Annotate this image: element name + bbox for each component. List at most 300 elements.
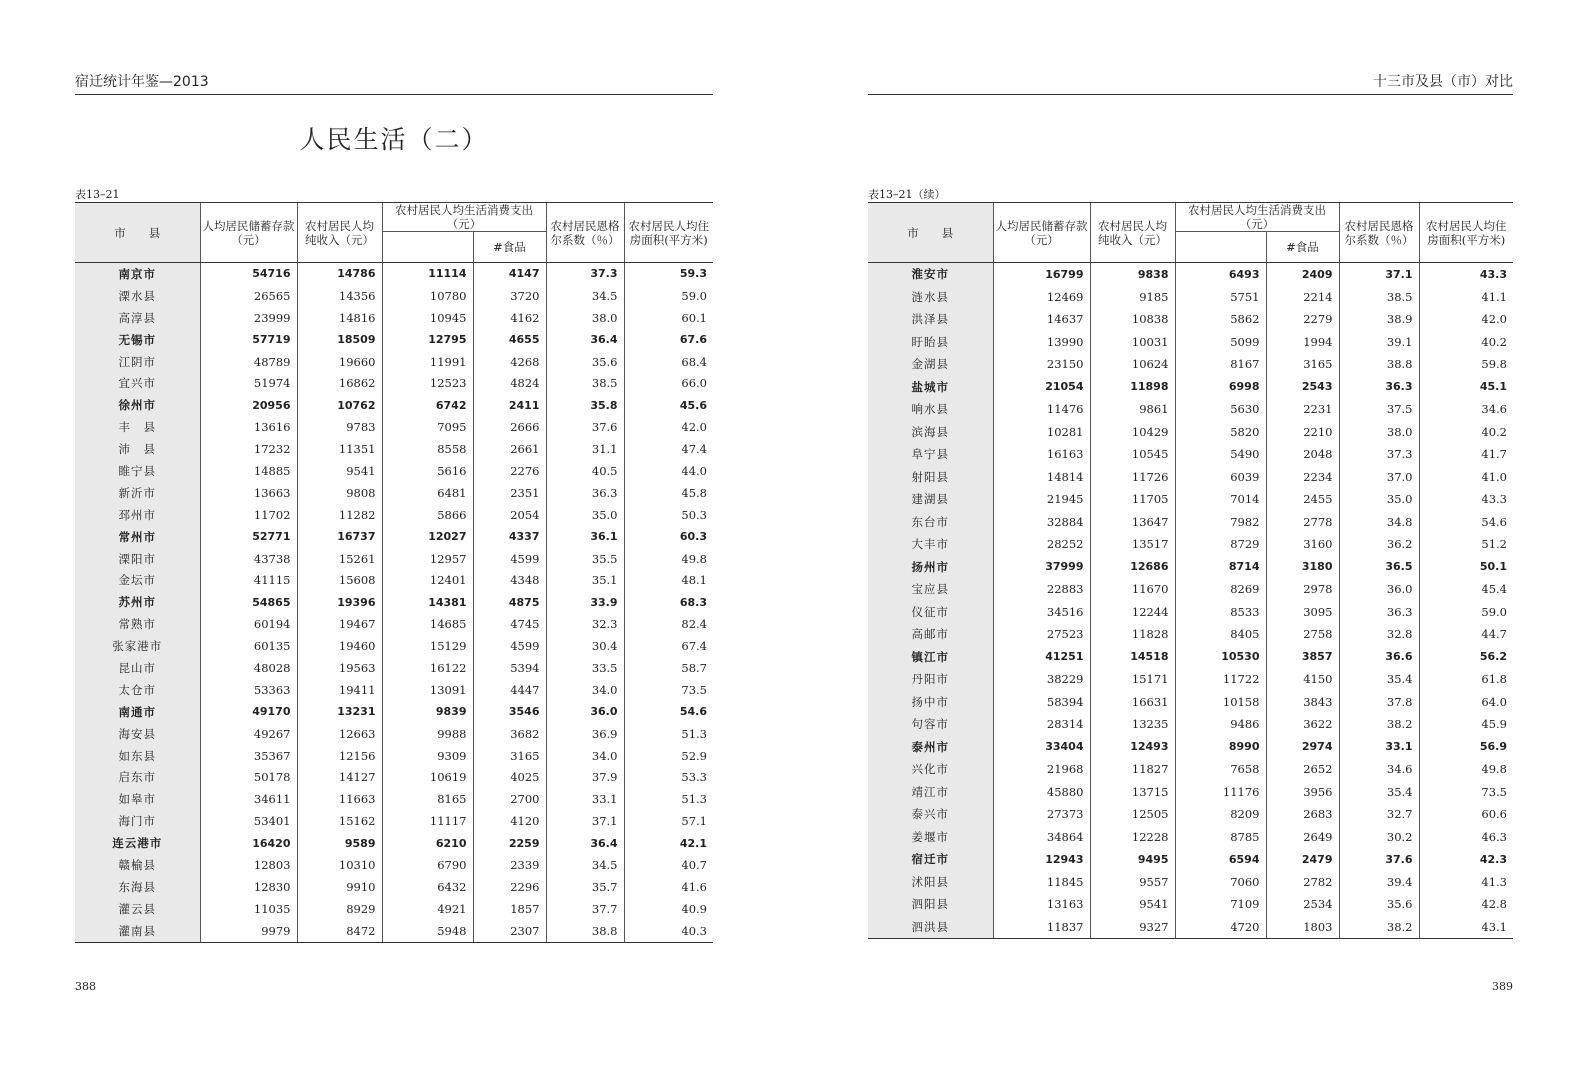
table-row [868,466,1513,489]
cell-housing: 51.3 [624,723,713,745]
region-name: 滨海县 [868,421,993,444]
cell-spending: 12523 [382,372,473,394]
cell-income: 13647 [1090,511,1175,534]
region-name: 高邮市 [868,623,993,646]
cell-housing: 40.7 [624,854,713,876]
table-row [75,526,713,548]
table-row [75,438,713,460]
cell-housing: 60.3 [624,526,713,548]
cell-housing: 41.1 [1419,286,1513,309]
cell-housing: 54.6 [624,701,713,723]
region-name: 镇江市 [868,646,993,669]
cell-engel: 30.4 [546,635,624,657]
cell-spending: 6742 [382,394,473,416]
region-name: 江阴市 [75,351,200,373]
table-row [868,578,1513,601]
cell-spending: 6210 [382,832,473,854]
table-row [75,285,713,307]
left-page [75,0,713,1077]
cell-spending: 7982 [1175,511,1266,534]
cell-engel: 36.0 [1339,578,1419,601]
cell-housing: 51.2 [1419,533,1513,556]
table-row [75,810,713,832]
region-name: 海门市 [75,810,200,832]
cell-housing: 45.1 [1419,376,1513,399]
cell-food: 3857 [1266,646,1339,669]
cell-income: 10031 [1090,331,1175,354]
cell-food: 3180 [1266,556,1339,579]
cell-engel: 38.9 [1339,308,1419,331]
cell-food: 1803 [1266,916,1339,939]
cell-housing: 41.7 [1419,443,1513,466]
cell-deposit: 12803 [200,854,297,876]
table-row [868,871,1513,894]
cell-food: 2048 [1266,443,1339,466]
cell-food: 3843 [1266,691,1339,714]
cell-spending: 6790 [382,854,473,876]
cell-income: 11827 [1090,758,1175,781]
cell-deposit: 43738 [200,548,297,570]
table-row [75,876,713,898]
cell-food: 2339 [473,854,546,876]
cell-food: 5394 [473,657,546,679]
cell-food: 2974 [1266,736,1339,759]
table-row [868,916,1513,939]
cell-food: 2782 [1266,871,1339,894]
cell-income: 18509 [297,329,382,351]
cell-engel: 32.7 [1339,803,1419,826]
cell-housing: 34.6 [1419,398,1513,421]
region-name: 兴化市 [868,758,993,781]
cell-income: 12156 [297,745,382,767]
cell-spending: 8785 [1175,826,1266,849]
cell-engel: 36.4 [546,832,624,854]
cell-engel: 38.5 [1339,286,1419,309]
header-deposit: 人均居民储蓄存款（元） [200,203,297,263]
header-spending-total-blank [1175,232,1266,263]
cell-income: 9185 [1090,286,1175,309]
region-name: 建湖县 [868,488,993,511]
cell-food: 2534 [1266,893,1339,916]
region-name: 溧水县 [75,285,200,307]
cell-income: 16862 [297,372,382,394]
cell-food: 2455 [1266,488,1339,511]
header-income: 农村居民人均纯收入（元） [297,203,382,263]
region-name: 句容市 [868,713,993,736]
cell-spending: 7014 [1175,488,1266,511]
table-row [868,668,1513,691]
cell-deposit: 53363 [200,679,297,701]
cell-income: 14127 [297,766,382,788]
cell-deposit: 28314 [993,713,1090,736]
cell-engel: 37.6 [1339,848,1419,871]
cell-food: 2409 [1266,263,1339,286]
cell-housing: 40.2 [1419,421,1513,444]
region-name: 如东县 [75,745,200,767]
table-row [75,898,713,920]
cell-spending: 11117 [382,810,473,832]
cell-income: 19396 [297,591,382,613]
cell-deposit: 54716 [200,263,297,285]
cell-income: 19460 [297,635,382,657]
cell-engel: 37.0 [1339,466,1419,489]
region-name: 泗洪县 [868,916,993,939]
cell-deposit: 60135 [200,635,297,657]
cell-engel: 35.0 [546,504,624,526]
cell-income: 13235 [1090,713,1175,736]
cell-spending: 5099 [1175,331,1266,354]
cell-deposit: 14885 [200,460,297,482]
cell-engel: 33.1 [546,788,624,810]
cell-food: 3165 [1266,353,1339,376]
cell-food: 2234 [1266,466,1339,489]
region-name: 金坛市 [75,569,200,591]
cell-housing: 59.0 [624,285,713,307]
cell-spending: 8729 [1175,533,1266,556]
cell-housing: 45.4 [1419,578,1513,601]
cell-deposit: 50178 [200,766,297,788]
cell-food: 4120 [473,810,546,832]
cell-spending: 5616 [382,460,473,482]
region-name: 南京市 [75,263,200,285]
cell-deposit: 45880 [993,781,1090,804]
table-row [75,482,713,504]
region-name: 常州市 [75,526,200,548]
cell-deposit: 34864 [993,826,1090,849]
region-name: 丰 县 [75,416,200,438]
table-row [868,556,1513,579]
cell-income: 10762 [297,394,382,416]
region-name: 响水县 [868,398,993,421]
cell-housing: 41.6 [624,876,713,898]
cell-food: 2479 [1266,848,1339,871]
table-row [75,679,713,701]
cell-housing: 44.7 [1419,623,1513,646]
cell-food: 3956 [1266,781,1339,804]
table-row [868,691,1513,714]
cell-food: 1994 [1266,331,1339,354]
cell-housing: 44.0 [624,460,713,482]
cell-food: 2543 [1266,376,1339,399]
table-row [75,329,713,351]
cell-spending: 16122 [382,657,473,679]
region-name: 泰州市 [868,736,993,759]
cell-deposit: 16799 [993,263,1090,286]
region-name: 盱眙县 [868,331,993,354]
cell-engel: 33.5 [546,657,624,679]
region-name: 常熟市 [75,613,200,635]
region-name: 沭阳县 [868,871,993,894]
cell-spending: 5862 [1175,308,1266,331]
cell-housing: 42.0 [1419,308,1513,331]
header-spending: 农村居民人均生活消费支出（元） [1175,203,1339,232]
region-name: 洪泽县 [868,308,993,331]
cell-spending: 10619 [382,766,473,788]
cell-deposit: 41115 [200,569,297,591]
cell-income: 15261 [297,548,382,570]
region-name: 海安县 [75,723,200,745]
cell-income: 10838 [1090,308,1175,331]
cell-income: 16737 [297,526,382,548]
cell-housing: 61.8 [1419,668,1513,691]
cell-engel: 37.3 [1339,443,1419,466]
cell-food: 2279 [1266,308,1339,331]
region-name: 盐城市 [868,376,993,399]
cell-engel: 36.3 [546,482,624,504]
table-row [75,394,713,416]
table-body-right [868,263,1513,939]
cell-food: 3160 [1266,533,1339,556]
cell-income: 11351 [297,438,382,460]
cell-deposit: 9979 [200,920,297,942]
cell-spending: 12401 [382,569,473,591]
cell-spending: 8558 [382,438,473,460]
header-food: #食品 [1266,232,1339,263]
table-row [75,766,713,788]
table-row [75,263,713,285]
cell-food: 3095 [1266,601,1339,624]
table-row [868,286,1513,309]
right-page [868,0,1513,1077]
cell-deposit: 37999 [993,556,1090,579]
cell-deposit: 33404 [993,736,1090,759]
cell-income: 12686 [1090,556,1175,579]
cell-spending: 5820 [1175,421,1266,444]
region-name: 徐州市 [75,394,200,416]
cell-engel: 35.6 [1339,893,1419,916]
table-body-left [75,263,713,943]
cell-income: 11282 [297,504,382,526]
table-row [75,613,713,635]
cell-deposit: 23150 [993,353,1090,376]
cell-food: 3682 [473,723,546,745]
cell-spending: 7095 [382,416,473,438]
page-number-left: 388 [75,980,96,993]
cell-spending: 10780 [382,285,473,307]
table-row [868,736,1513,759]
header-housing: 农村居民人均住房面积(平方米) [624,203,713,263]
cell-food: 2649 [1266,826,1339,849]
cell-spending: 6493 [1175,263,1266,286]
cell-food: 4147 [473,263,546,285]
table-row [868,803,1513,826]
cell-engel: 35.6 [546,351,624,373]
region-name: 高淳县 [75,307,200,329]
cell-housing: 58.7 [624,657,713,679]
cell-engel: 38.0 [546,307,624,329]
cell-housing: 49.8 [1419,758,1513,781]
cell-housing: 48.1 [624,569,713,591]
cell-spending: 8533 [1175,601,1266,624]
cell-engel: 30.2 [1339,826,1419,849]
region-name: 太仓市 [75,679,200,701]
cell-engel: 35.1 [546,569,624,591]
cell-engel: 36.3 [1339,376,1419,399]
cell-spending: 10158 [1175,691,1266,714]
header-food: #食品 [473,232,546,263]
table-row [868,353,1513,376]
cell-spending: 12957 [382,548,473,570]
cell-income: 19563 [297,657,382,679]
cell-engel: 32.3 [546,613,624,635]
table-row [868,826,1513,849]
cell-income: 9783 [297,416,382,438]
region-name: 张家港市 [75,635,200,657]
cell-deposit: 22883 [993,578,1090,601]
cell-spending: 5751 [1175,286,1266,309]
cell-food: 2666 [473,416,546,438]
cell-deposit: 13616 [200,416,297,438]
cell-income: 9541 [297,460,382,482]
cell-housing: 45.9 [1419,713,1513,736]
cell-engel: 36.6 [1339,646,1419,669]
cell-food: 2307 [473,920,546,942]
cell-engel: 35.0 [1339,488,1419,511]
cell-spending: 11114 [382,263,473,285]
cell-spending: 9309 [382,745,473,767]
cell-engel: 37.1 [1339,263,1419,286]
table-row [868,623,1513,646]
cell-deposit: 34516 [993,601,1090,624]
cell-engel: 37.7 [546,898,624,920]
cell-income: 12228 [1090,826,1175,849]
cell-income: 9557 [1090,871,1175,894]
cell-spending: 10530 [1175,646,1266,669]
region-name: 扬州市 [868,556,993,579]
header-spending-total-blank [382,232,473,263]
cell-income: 11828 [1090,623,1175,646]
region-name: 涟水县 [868,286,993,309]
cell-deposit: 21054 [993,376,1090,399]
cell-engel: 33.9 [546,591,624,613]
table-row [868,398,1513,421]
cell-food: 4348 [473,569,546,591]
cell-engel: 35.4 [1339,668,1419,691]
cell-food: 3165 [473,745,546,767]
cell-deposit: 32884 [993,511,1090,534]
cell-engel: 37.1 [546,810,624,832]
table-row [75,548,713,570]
region-name: 丹阳市 [868,668,993,691]
cell-engel: 33.1 [1339,736,1419,759]
cell-spending: 5630 [1175,398,1266,421]
cell-housing: 73.5 [624,679,713,701]
table-row [75,372,713,394]
stats-table-right [868,202,1513,939]
table-row [868,848,1513,871]
region-name: 东台市 [868,511,993,534]
cell-deposit: 53401 [200,810,297,832]
cell-engel: 34.0 [546,745,624,767]
cell-spending: 7060 [1175,871,1266,894]
stats-table-left [75,202,713,943]
region-name: 淮安市 [868,263,993,286]
table-row [868,601,1513,624]
table-row [868,376,1513,399]
cell-spending: 6998 [1175,376,1266,399]
table-row [75,351,713,373]
table-row [75,569,713,591]
cell-spending: 11991 [382,351,473,373]
cell-income: 19467 [297,613,382,635]
cell-housing: 45.8 [624,482,713,504]
cell-housing: 41.3 [1419,871,1513,894]
cell-engel: 37.5 [1339,398,1419,421]
cell-food: 2411 [473,394,546,416]
cell-spending: 6039 [1175,466,1266,489]
table-number-right: 表13–21（续） [868,188,946,201]
running-head-right: 十三市及县（市）对比 [868,72,1513,95]
cell-housing: 49.8 [624,548,713,570]
region-name: 睢宁县 [75,460,200,482]
cell-food: 2758 [1266,623,1339,646]
cell-deposit: 13990 [993,331,1090,354]
cell-food: 2351 [473,482,546,504]
cell-income: 9327 [1090,916,1175,939]
cell-engel: 34.5 [546,854,624,876]
cell-housing: 67.6 [624,329,713,351]
region-name: 射阳县 [868,466,993,489]
table-row [868,443,1513,466]
cell-housing: 50.3 [624,504,713,526]
running-head-left: 宿迁统计年鉴—2013 [75,72,713,95]
region-name: 灌南县 [75,920,200,942]
cell-deposit: 11837 [993,916,1090,939]
cell-spending: 14685 [382,613,473,635]
cell-housing: 59.8 [1419,353,1513,376]
cell-spending: 12027 [382,526,473,548]
region-name: 昆山市 [75,657,200,679]
cell-spending: 8405 [1175,623,1266,646]
cell-spending: 6481 [382,482,473,504]
table-row [868,488,1513,511]
cell-engel: 34.5 [546,285,624,307]
header-income: 农村居民人均纯收入（元） [1090,203,1175,263]
cell-engel: 38.2 [1339,916,1419,939]
cell-food: 2276 [473,460,546,482]
cell-deposit: 26565 [200,285,297,307]
header-deposit: 人均居民储蓄存款（元） [993,203,1090,263]
region-name: 阜宁县 [868,443,993,466]
cell-deposit: 11702 [200,504,297,526]
cell-spending: 9839 [382,701,473,723]
cell-deposit: 21945 [993,488,1090,511]
cell-deposit: 58394 [993,691,1090,714]
table-row [868,713,1513,736]
cell-housing: 50.1 [1419,556,1513,579]
cell-spending: 7658 [1175,758,1266,781]
cell-engel: 36.0 [546,701,624,723]
table-row [75,635,713,657]
cell-income: 8929 [297,898,382,920]
cell-spending: 9486 [1175,713,1266,736]
cell-housing: 60.1 [624,307,713,329]
cell-housing: 56.9 [1419,736,1513,759]
cell-food: 3720 [473,285,546,307]
cell-deposit: 52771 [200,526,297,548]
cell-income: 9808 [297,482,382,504]
cell-income: 9861 [1090,398,1175,421]
cell-income: 14816 [297,307,382,329]
region-name: 泰兴市 [868,803,993,826]
cell-food: 1857 [473,898,546,920]
cell-income: 11705 [1090,488,1175,511]
cell-housing: 53.3 [624,766,713,788]
region-name: 扬中市 [868,691,993,714]
table-row [75,504,713,526]
header-region: 市 县 [75,203,200,263]
cell-housing: 51.3 [624,788,713,810]
